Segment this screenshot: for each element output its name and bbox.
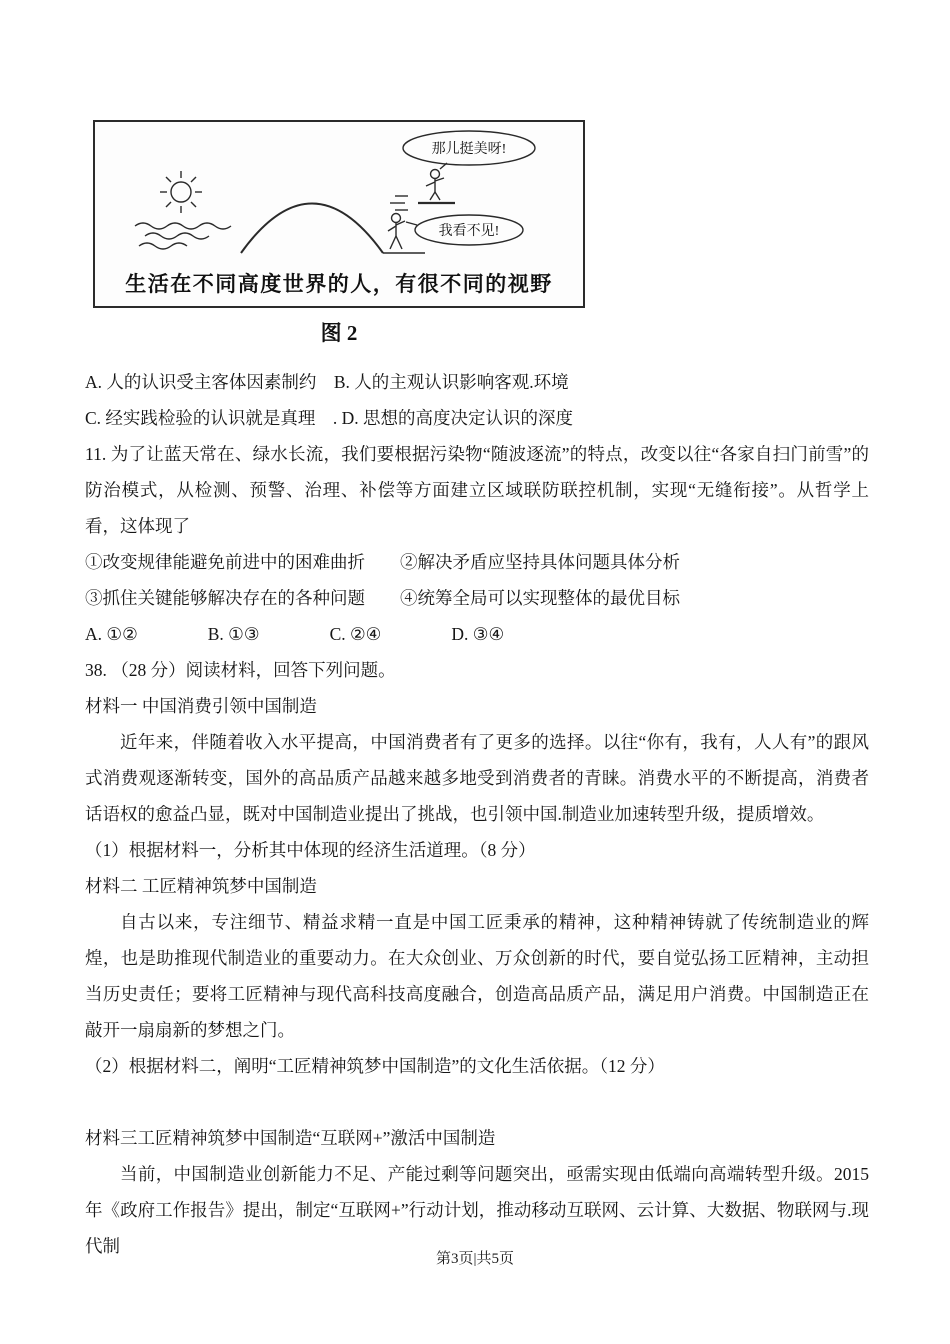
q38-material1-body: 近年来，伴随着收入水平提高，中国消费者有了更多的选择。以往“你有，我有，人人有”的跟风式消费观逐渐转变，国外的高品质产品越来越多地受到消费者的青睐。消费水平的不断提高，消费者话语权的愈益凸显，既对中国制造业提出了挑战，也引领中国.制造业加速转型升级，提质增效。 [85, 732, 869, 824]
q38-material2-body: 自古以来，专注细节、精益求精一直是中国工匠秉承的精神，这种精神铸就了传统制造业的辉煌，也是助推现代制造业的重要动力。在大众创业、万众创新的时代，要自觉弘扬工匠精神，主动担当历史责任；要将工匠精神与现代高科技高度融合，创造高品质产品，满足用户消费。中国制造正在敲开一扇扇新的梦想之门。 [85, 912, 869, 1040]
water-waves [135, 223, 231, 249]
q10-options-cd: C. 经实践检验的认识就是真理 . D. 思想的高度决定认识的深度 [85, 408, 574, 428]
page-footer: 第3页|共5页 [435, 1251, 514, 1267]
q38-intro: 38. （28 分）阅读材料，回答下列问题。 [85, 660, 396, 680]
sun-icon [160, 171, 202, 213]
q10-options-ab: A. 人的认识受主客体因素制约 B. 人的主观认识影响客观.环境 [85, 372, 569, 392]
hill-shape [241, 204, 425, 254]
q38-material3-title: 材料三工匠精神筑梦中国制造“互联网+”激活中国制造 [85, 1128, 496, 1148]
q38-material1-title: 材料一 中国消费引领中国制造 [85, 696, 317, 716]
q11-answer-choices: A. ①② B. ①③ C. ②④ D. ③④ [85, 624, 505, 644]
q38-material2-title: 材料二 工匠精神筑梦中国制造 [85, 876, 317, 896]
q38-question-2: （2）根据材料二，阐明“工匠精神筑梦中国制造”的文化生活依据。（12 分） [85, 1056, 665, 1076]
q11-items-34: ③抓住关键能够解决存在的各种问题 ④统筹全局可以实现整体的最优目标 [85, 588, 680, 608]
flying-person [390, 170, 455, 211]
exam-content [85, 120, 869, 1264]
q38-question-1: （1）根据材料一，分析其中体现的经济生活道理。（8 分） [85, 840, 536, 860]
q38-material3-body: 当前，中国制造业创新能力不足、产能过剩等问题突出，亟需实现由低端向高端转型升级。2015 年《政府工作报告》提出，制定“互联网+”行动计划，推动移动互联网、云计算、大数据、物联网与.现代制 [85, 1164, 869, 1256]
cartoon-illustration [95, 122, 583, 262]
q11-stem: 11. 为了让蓝天常在、绿水长流，我们要根据污染物“随波逐流”的特点，改变以往“各家自扫门前雪”的防治模式，从检测、预警、治理、补偿等方面建立区域联防联控机制，实现“无缝衔接”。从哲学上看，这体现了 [85, 444, 869, 536]
cartoon-figure-box [93, 120, 585, 308]
figure-caption: 生活在不同高度世界的人，有很不同的视野 [125, 272, 553, 296]
bubble-bottom-text: 我看不见! [438, 224, 500, 239]
standing-person [388, 214, 405, 250]
figure-block [93, 120, 585, 350]
bubble-top-text: 那儿挺美呀! [431, 142, 507, 157]
figure-label: 图 2 [320, 321, 358, 345]
q11-items-12: ①改变规律能避免前进中的困难曲折 ②解决矛盾应坚持具体问题具体分析 [85, 552, 680, 572]
